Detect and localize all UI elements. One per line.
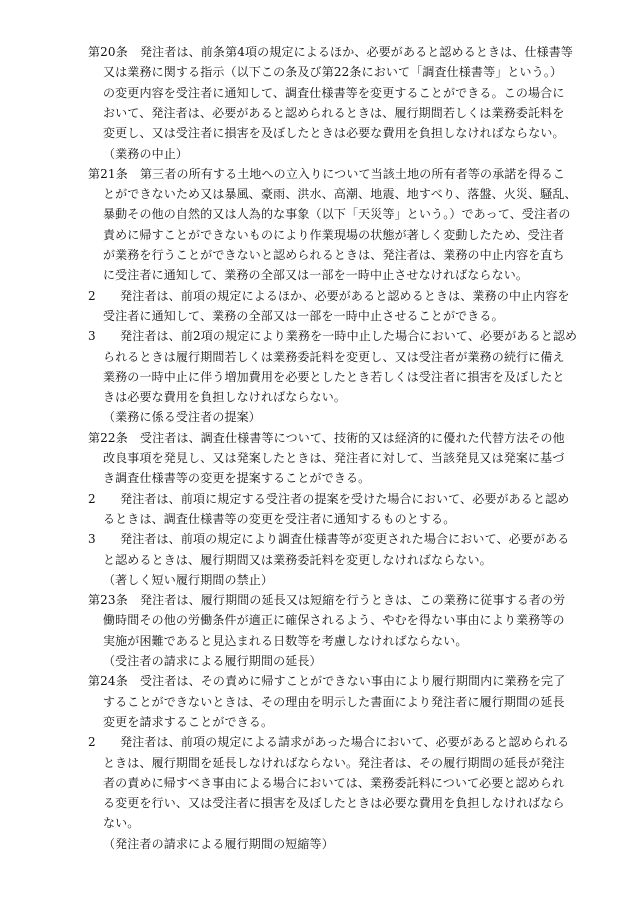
text-line: 業務の一時中止に伴う増加費用を必要としたとき若しくは受注者に損害を及ぼしたと [103,370,565,384]
text-line: きは必要な費用を負担しなければならない。 [103,390,347,404]
text-line: 改良事項を発見し、又は発案したときは、発注者に対して、当該発見又は発案に基づ [103,451,565,465]
text-line: る変更を行い、又は受注者に損害を及ぼしたときは必要な費用を負担しなければなら [103,796,565,810]
text-line: ない。 [103,816,140,830]
text-line: （著しく短い履行期間の禁止） [103,573,274,587]
text-line: することができないときは、その理由を明示した書面により発注者に履行期間の延長 [103,695,565,709]
text-line: おいて、発注者は、必要があると認められるときは、履行期間若しくは業務委託料を [103,106,565,120]
text-line: 3 発注者は、前2項の規定により業務を一時中止した場合において、必要があると認め [88,329,578,343]
text-line: の変更内容を受注者に通知して、調査仕様書等を変更することができる。この場合に [103,86,565,100]
text-line: るときは、調査仕様書等の変更を受注者に通知するものとする。 [103,512,456,526]
text-line: が業務を行うことができないと認められるときは、発注者は、業務の中止内容を直ち [103,248,565,262]
text-line: 変更を請求することができる。 [103,715,274,729]
text-line: 2 発注者は、前項に規定する受注者の提案を受けた場合において、必要があると認め [88,492,570,506]
text-line: 変更し、又は受注者に損害を及ぼしたときは必要な費用を負担しなければならない。 [103,126,565,140]
text-line: 2 発注者は、前項の規定によるほか、必要があると認めるときは、業務の中止内容を [88,289,570,303]
text-line: （業務に係る受注者の提案） [103,410,261,424]
text-line: 第22条 受注者は、調査仕様書等について、技術的又は経済的に優れた代替方法その他 [88,431,565,445]
text-line: 第24条 受注者は、その責めに帰すことができない事由により履行期間内に業務を完了 [88,674,566,688]
text-line: に受注者に通知して、業務の全部又は一部を一時中止させなければならない。 [103,268,529,282]
text-line: 責めに帰すことができないものにより作業現場の状態が著しく変動したため、受注者 [103,228,565,242]
text-line: 受注者に通知して、業務の全部又は一部を一時中止させることができる。 [103,309,504,323]
text-line: 3 発注者は、前項の規定により調査仕様書等が変更された場合において、必要がある [88,532,570,546]
text-line: 第20条 発注者は、前条第4項の規定によるほか、必要があると認めるときは、仕様書等 [88,45,574,59]
text-line: 第21条 第三者の所有する土地への立入りについて当該土地の所有者等の承諾を得るこ [88,167,566,181]
text-line: （発注者の請求による履行期間の短縮等） [103,837,334,851]
text-line: 実施が困難であると見込まれる日数等を考慮しなければならない。 [103,634,468,648]
text-line: （業務の中止） [103,147,189,161]
text-line: （受注者の請求による履行期間の延長） [103,654,322,668]
text-line: 又は業務に関する指示（以下この条及び第22条において「調査仕様書等」という。） [103,65,563,79]
text-line: 第23条 発注者は、履行期間の延長又は短縮を行うときは、この業務に従事する者の労 [88,593,566,607]
text-line: られるときは履行期間若しくは業務委託料を変更し、又は受注者が業務の続行に備え [103,350,565,364]
text-line: 者の責めに帰すべき事由による場合においては、業務委託料について必要と認められ [103,776,565,790]
text-line: ときは、履行期間を延長しなければならない。発注者は、その履行期間の延長が発注 [103,756,565,770]
text-line: とができないため又は暴風、豪雨、洪水、高潮、地震、地すべり、落盤、火災、騒乱、 [103,187,577,201]
text-line: と認めるときは、履行期間又は業務委託料を変更しなければならない。 [103,553,492,567]
text-line: 2 発注者は、前項の規定による請求があった場合において、必要があると認められる [88,735,570,749]
text-line: き調査仕様書等の変更を提案することができる。 [103,471,371,485]
text-line: 働時間その他の労働条件が適正に確保されるよう、やむを得ない事由により業務等の [103,613,565,627]
text-line: 暴動その他の自然的又は人為的な事象（以下「天災等」という。）であって、受注者の [103,207,571,221]
